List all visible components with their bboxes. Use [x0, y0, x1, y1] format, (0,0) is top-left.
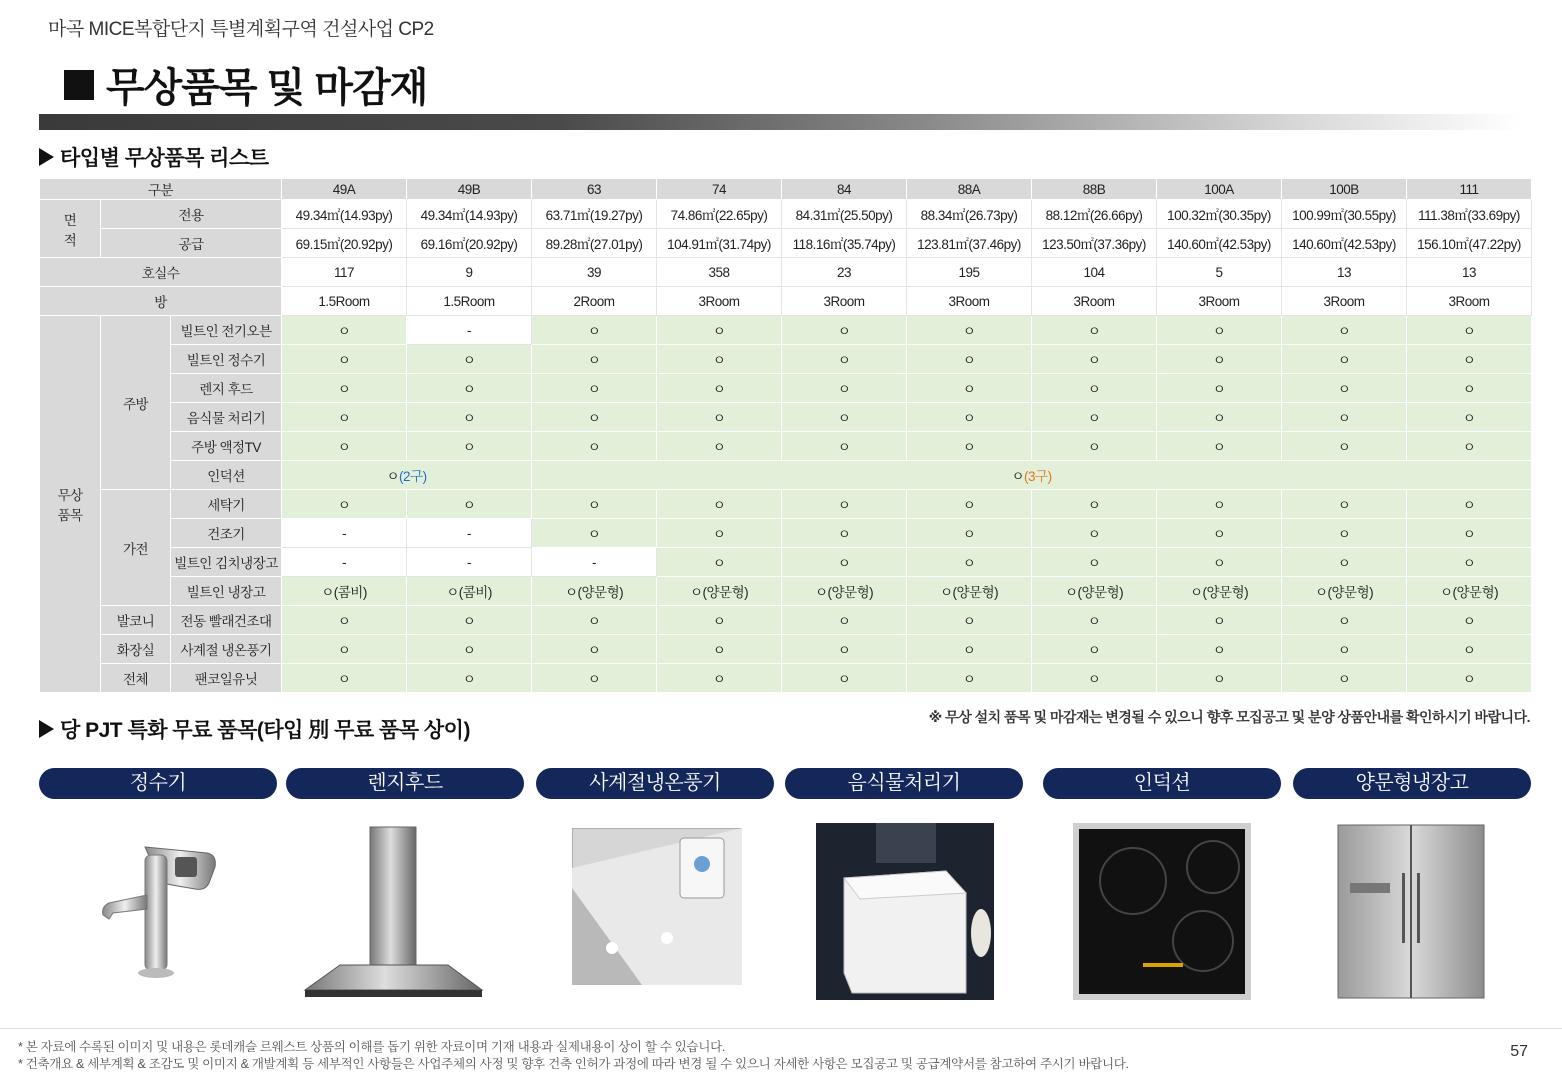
cell: 3Room	[657, 287, 782, 316]
cell: ㅇ	[657, 548, 782, 577]
cell: ㅇ	[782, 606, 907, 635]
type-col: 63	[532, 179, 657, 200]
cell: ㅇ	[532, 635, 657, 664]
cell: ㅇ	[1407, 548, 1532, 577]
exclusive-area-row	[40, 200, 1532, 229]
fan-coil-row	[40, 664, 1532, 693]
item-label: 빌트인 정수기	[171, 345, 282, 374]
cell: ㅇ	[1157, 490, 1282, 519]
appliance-group-label: 가전	[101, 490, 171, 606]
bath-fan-image	[572, 828, 742, 985]
cell: 100.32㎡(30.35py)	[1157, 200, 1282, 229]
type-col: 100A	[1157, 179, 1282, 200]
cell: ㅇ	[1157, 403, 1282, 432]
cell: ㅇ	[532, 345, 657, 374]
induction-row	[40, 461, 1532, 490]
cell: 118.16㎡(35.74py)	[782, 229, 907, 258]
section-title-special-items	[39, 714, 470, 744]
cell: -	[532, 548, 657, 577]
item-label: 건조기	[171, 519, 282, 548]
title-divider-bar	[39, 114, 1521, 130]
cell: ㅇ	[282, 635, 407, 664]
cell: 49.34㎡(14.93py)	[282, 200, 407, 229]
cell: ㅇ(양문형)	[907, 577, 1032, 606]
section1-text: 타입별 무상품목 리스트	[60, 147, 269, 170]
balcony-group-label: 발코니	[101, 606, 171, 635]
cell: ㅇ	[782, 519, 907, 548]
footnote-1: * 본 자료에 수록된 이미지 및 내용은 롯데캐슬 르웨스트 상품의 이해를 돕기 위한 자료이며 기재 내용과 실제내용이 상이 할 수 있습니다.	[18, 1040, 726, 1054]
cell: 3Room	[782, 287, 907, 316]
cell: ㅇ	[1157, 519, 1282, 548]
page-title-text: 무상품목 및 마감재	[106, 66, 428, 110]
item-label: 빌트인 김치냉장고	[171, 548, 282, 577]
cell: ㅇ	[407, 664, 532, 693]
cell: ㅇ	[1157, 374, 1282, 403]
cell: ㅇ(양문형)	[532, 577, 657, 606]
cell: ㅇ	[1407, 519, 1532, 548]
fridge-row	[40, 577, 1532, 606]
cell: ㅇ	[907, 548, 1032, 577]
product-pill-water-purifier: 정수기	[39, 768, 277, 799]
cell: ㅇ	[657, 635, 782, 664]
cell: 69.15㎡(20.92py)	[282, 229, 407, 258]
cell: 5	[1157, 258, 1282, 287]
cell: ㅇ	[282, 374, 407, 403]
cell: 140.60㎡(42.53py)	[1282, 229, 1407, 258]
cell: -	[407, 316, 532, 345]
water-purifier-image	[95, 835, 225, 985]
cell: ㅇ	[782, 635, 907, 664]
item-label: 팬코일유닛	[171, 664, 282, 693]
item-label: 사계절 냉온풍기	[171, 635, 282, 664]
cell: ㅇ	[1282, 432, 1407, 461]
square-bullet-icon	[64, 70, 94, 100]
cell: ㅇ	[782, 548, 907, 577]
cell: ㅇ	[782, 664, 907, 693]
type-col: 84	[782, 179, 907, 200]
cell: 100.99㎡(30.55py)	[1282, 200, 1407, 229]
kimchi-fridge-row	[40, 548, 1532, 577]
cell: ㅇ	[1157, 664, 1282, 693]
type-col: 111	[1407, 179, 1532, 200]
cell: -	[407, 548, 532, 577]
free-items-group-label: 무상 품목	[40, 316, 101, 693]
cell: ㅇ	[532, 490, 657, 519]
cell: 104	[1032, 258, 1157, 287]
cell: ㅇ	[532, 374, 657, 403]
cell: 1.5Room	[407, 287, 532, 316]
cell: ㅇ	[1032, 635, 1157, 664]
cell: ㅇ	[1282, 548, 1407, 577]
item-label: 빌트인 전기오븐	[171, 316, 282, 345]
induction-3-burner-note: (3구)	[1024, 469, 1052, 484]
cell: ㅇ	[282, 432, 407, 461]
item-label: 렌지 후드	[171, 374, 282, 403]
disposer-row	[40, 403, 1532, 432]
cell: ㅇ	[532, 519, 657, 548]
row-label: 공급	[101, 229, 282, 258]
cell: 195	[907, 258, 1032, 287]
notice-text: ※ 무상 설치 품목 및 마감재는 변경될 수 있으니 향후 모집공고 및 분양 상품안내를 확인하시기 바랍니다.	[928, 709, 1530, 725]
cell: ㅇ	[1032, 548, 1157, 577]
cell: ㅇ	[1157, 635, 1282, 664]
cell: ㅇ	[1407, 490, 1532, 519]
free-items-table	[39, 178, 1532, 693]
cell: 13	[1407, 258, 1532, 287]
cell: ㅇ	[1032, 316, 1157, 345]
cell: ㅇ	[1032, 403, 1157, 432]
item-label: 주방 액정TV	[171, 432, 282, 461]
product-pill-range-hood: 렌지후드	[286, 768, 524, 799]
fridge-image	[1336, 823, 1486, 1000]
header-label: 구분	[40, 179, 282, 200]
cell: ㅇ	[1407, 345, 1532, 374]
units-row	[40, 258, 1532, 287]
cell: ㅇ	[1282, 490, 1407, 519]
cell: -	[407, 519, 532, 548]
induction-2-burner-note: (2구)	[399, 469, 427, 484]
cell: 3Room	[1157, 287, 1282, 316]
cell: ㅇ	[407, 635, 532, 664]
cell: ㅇ	[1407, 606, 1532, 635]
purifier-row	[40, 345, 1532, 374]
item-label: 빌트인 냉장고	[171, 577, 282, 606]
cell: 63.71㎡(19.27py)	[532, 200, 657, 229]
cell: 3Room	[1282, 287, 1407, 316]
cell: 104.91㎡(31.74py)	[657, 229, 782, 258]
cell: ㅇ(양문형)	[657, 577, 782, 606]
cell: ㅇ	[1407, 316, 1532, 345]
cell: ㅇ	[907, 490, 1032, 519]
cell: ㅇ	[1282, 345, 1407, 374]
cell: ㅇ	[782, 490, 907, 519]
cell: ㅇ	[1032, 519, 1157, 548]
cell: 84.31㎡(25.50py)	[782, 200, 907, 229]
cell: ㅇ	[1282, 635, 1407, 664]
induction-large-cell: ㅇ(3구)	[532, 461, 1532, 490]
section2-text: 당 PJT 특화 무료 품목(타입 別 무료 품목 상이)	[60, 719, 470, 742]
product-pill-fridge: 양문형냉장고	[1293, 768, 1531, 799]
cell: ㅇ	[657, 316, 782, 345]
cell: ㅇ	[907, 403, 1032, 432]
cell: 74.86㎡(22.65py)	[657, 200, 782, 229]
food-disposer-image	[816, 823, 994, 1000]
page-number: 57	[1510, 1043, 1528, 1060]
product-pill-food-disposer: 음식물처리기	[785, 768, 1023, 799]
area-group-label: 면 적	[40, 200, 101, 258]
cell: ㅇ	[407, 345, 532, 374]
cell: ㅇ	[657, 606, 782, 635]
row-label: 호실수	[40, 258, 282, 287]
cell: ㅇ	[782, 432, 907, 461]
cell: ㅇ	[907, 432, 1032, 461]
cell: ㅇ	[907, 519, 1032, 548]
cell: ㅇ	[1282, 374, 1407, 403]
hood-row	[40, 374, 1532, 403]
kitchen-group-label: 주방	[101, 316, 171, 490]
cell: ㅇ	[1032, 345, 1157, 374]
cell: 117	[282, 258, 407, 287]
cell: 111.38㎡(33.69py)	[1407, 200, 1532, 229]
cell: ㅇ	[1282, 519, 1407, 548]
cell: ㅇ	[1032, 490, 1157, 519]
cell: ㅇ	[407, 374, 532, 403]
cell: 1.5Room	[282, 287, 407, 316]
cell: ㅇ	[907, 316, 1032, 345]
item-label: 인덕션	[171, 461, 282, 490]
cell: ㅇ	[1157, 548, 1282, 577]
cell: 13	[1282, 258, 1407, 287]
cell: 3Room	[1407, 287, 1532, 316]
cell: 123.81㎡(37.46py)	[907, 229, 1032, 258]
type-col: 49A	[282, 179, 407, 200]
cell: ㅇ	[657, 432, 782, 461]
cell: ㅇ	[907, 606, 1032, 635]
cell: ㅇ	[532, 316, 657, 345]
bathroom-group-label: 화장실	[101, 635, 171, 664]
cell: ㅇ	[1282, 316, 1407, 345]
cell: 69.16㎡(20.92py)	[407, 229, 532, 258]
kitchen-tv-row	[40, 432, 1532, 461]
cell: -	[282, 519, 407, 548]
induction-image	[1073, 823, 1251, 1000]
cell: ㅇ	[282, 664, 407, 693]
supply-area-row	[40, 229, 1532, 258]
item-label: 세탁기	[171, 490, 282, 519]
cell: ㅇ	[782, 403, 907, 432]
cell: 123.50㎡(37.36py)	[1032, 229, 1157, 258]
cell: ㅇ	[532, 606, 657, 635]
cell: ㅇ(양문형)	[1157, 577, 1282, 606]
cell: 3Room	[1032, 287, 1157, 316]
footnote-2: * 건축개요 & 세부계획 & 조감도 및 이미지 & 개발계획 등 세부적인 사항들은 사업주체의 사정 및 향후 건축 인허가 과정에 따라 변경 될 수 있으니 자세한 사항은 모집공고 및 공급계약서를 참고하여 주시기 바랍니다.	[18, 1057, 1129, 1071]
cell: ㅇ	[407, 490, 532, 519]
cell: 23	[782, 258, 907, 287]
cell: 39	[532, 258, 657, 287]
type-col: 74	[657, 179, 782, 200]
clothes-rack-row	[40, 606, 1532, 635]
cell: ㅇ	[282, 345, 407, 374]
cell: ㅇ	[1157, 316, 1282, 345]
cell: ㅇ(양문형)	[1032, 577, 1157, 606]
cell: ㅇ	[1032, 664, 1157, 693]
cell: -	[282, 548, 407, 577]
cell: ㅇ	[1157, 432, 1282, 461]
cell: ㅇ	[1282, 606, 1407, 635]
cell: 140.60㎡(42.53py)	[1157, 229, 1282, 258]
type-header-row	[40, 179, 1532, 200]
footer-divider	[0, 1028, 1562, 1029]
cell: ㅇ(양문형)	[1282, 577, 1407, 606]
cell: ㅇ	[1407, 403, 1532, 432]
cell: ㅇ	[657, 345, 782, 374]
type-col: 49B	[407, 179, 532, 200]
triangle-bullet-icon	[39, 720, 54, 738]
cell: ㅇ	[532, 664, 657, 693]
cell: ㅇ	[907, 635, 1032, 664]
cell: ㅇ(양문형)	[782, 577, 907, 606]
cell: 2Room	[532, 287, 657, 316]
cell: ㅇ	[782, 374, 907, 403]
cell: 358	[657, 258, 782, 287]
cell: ㅇ	[1157, 345, 1282, 374]
cell: ㅇ(콤비)	[282, 577, 407, 606]
cell: 49.34㎡(14.93py)	[407, 200, 532, 229]
project-title: 마곡 MICE복합단지 특별계획구역 건설사업 CP2	[48, 19, 434, 40]
cell: 9	[407, 258, 532, 287]
induction-small-cell: ㅇ(2구)	[282, 461, 532, 490]
type-col: 88B	[1032, 179, 1157, 200]
cell: ㅇ	[1032, 374, 1157, 403]
whole-group-label: 전체	[101, 664, 171, 693]
bath-fan-row	[40, 635, 1532, 664]
rooms-row	[40, 287, 1532, 316]
cell: ㅇ	[657, 374, 782, 403]
cell: ㅇ	[782, 345, 907, 374]
cell: ㅇ	[282, 403, 407, 432]
cell: ㅇ	[907, 664, 1032, 693]
item-label: 전동 빨래건조대	[171, 606, 282, 635]
cell: ㅇ	[657, 403, 782, 432]
cell: ㅇ	[407, 403, 532, 432]
cell: ㅇ	[657, 664, 782, 693]
cell: ㅇ	[282, 316, 407, 345]
cell: ㅇ	[1407, 432, 1532, 461]
cell: ㅇ	[657, 490, 782, 519]
cell: 156.10㎡(47.22py)	[1407, 229, 1532, 258]
item-label: 음식물 처리기	[171, 403, 282, 432]
product-pill-bath-fan: 사계절냉온풍기	[536, 768, 774, 799]
cell: ㅇ	[657, 519, 782, 548]
product-pill-induction: 인덕션	[1043, 768, 1281, 799]
washer-row	[40, 490, 1532, 519]
type-col: 100B	[1282, 179, 1407, 200]
cell: 88.12㎡(26.66py)	[1032, 200, 1157, 229]
cell: ㅇ	[907, 374, 1032, 403]
type-col: 88A	[907, 179, 1032, 200]
cell: ㅇ	[1407, 635, 1532, 664]
cell: ㅇ(양문형)	[1407, 577, 1532, 606]
triangle-bullet-icon	[39, 148, 54, 166]
section-title-free-items	[39, 142, 269, 172]
cell: ㅇ	[1407, 374, 1532, 403]
cell: ㅇ	[1407, 664, 1532, 693]
cell: ㅇ	[1157, 606, 1282, 635]
cell: 89.28㎡(27.01py)	[532, 229, 657, 258]
cell: 3Room	[907, 287, 1032, 316]
page-title	[64, 56, 427, 113]
cell: ㅇ	[407, 606, 532, 635]
cell: ㅇ	[282, 490, 407, 519]
cell: ㅇ	[532, 432, 657, 461]
cell: ㅇ	[1282, 403, 1407, 432]
cell: ㅇ(콤비)	[407, 577, 532, 606]
cell: ㅇ	[407, 432, 532, 461]
cell: ㅇ	[532, 403, 657, 432]
oven-row	[40, 316, 1532, 345]
cell: ㅇ	[1282, 664, 1407, 693]
cell: ㅇ	[282, 606, 407, 635]
range-hood-image	[300, 825, 485, 1000]
row-label: 방	[40, 287, 282, 316]
cell: ㅇ	[1032, 432, 1157, 461]
cell: 88.34㎡(26.73py)	[907, 200, 1032, 229]
row-label: 전용	[101, 200, 282, 229]
cell: ㅇ	[1032, 606, 1157, 635]
cell: ㅇ	[907, 345, 1032, 374]
cell: ㅇ	[782, 316, 907, 345]
dryer-row	[40, 519, 1532, 548]
